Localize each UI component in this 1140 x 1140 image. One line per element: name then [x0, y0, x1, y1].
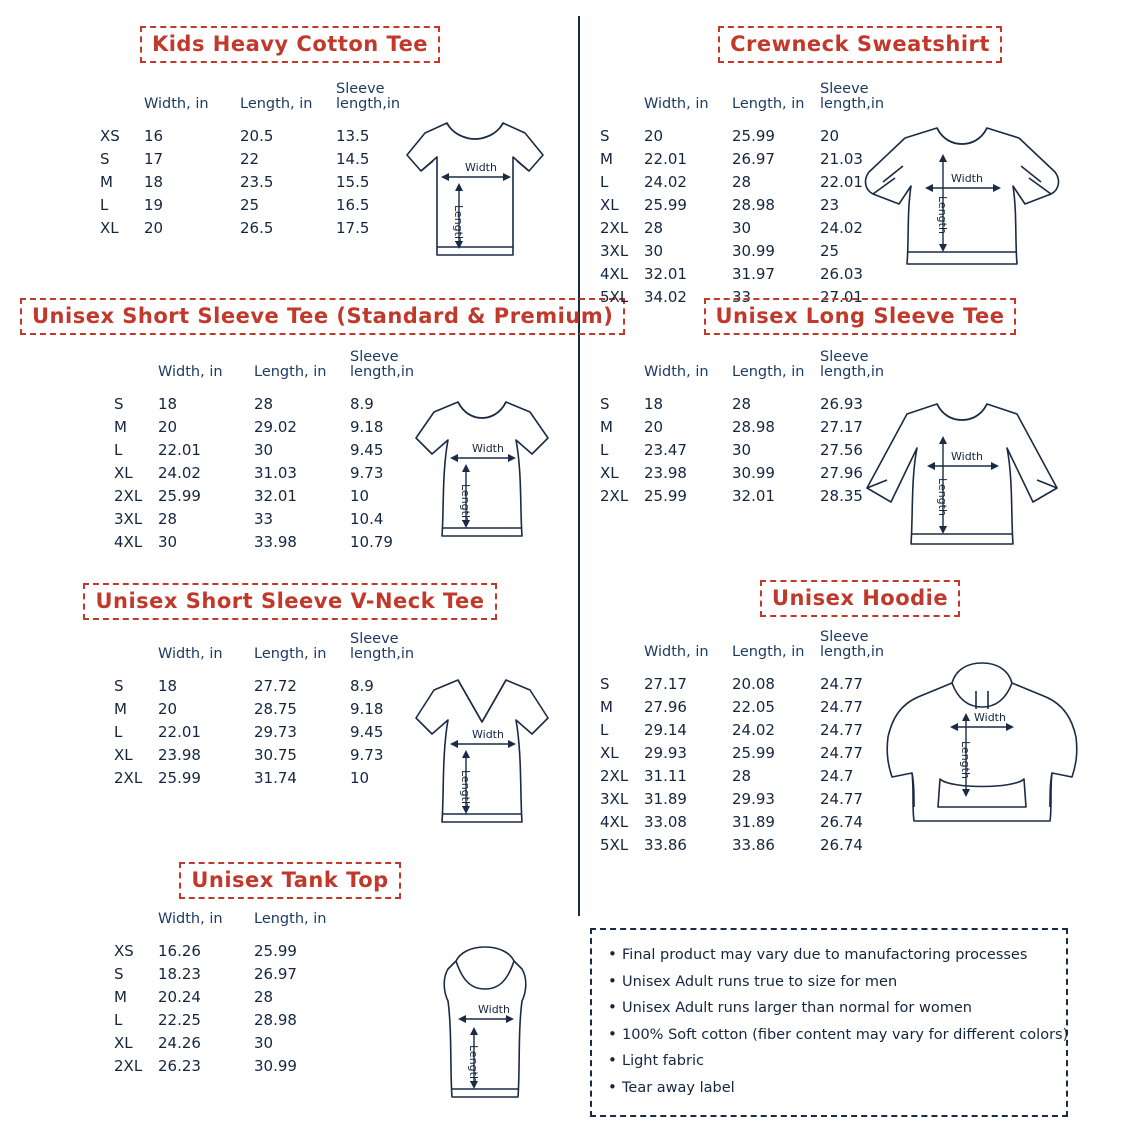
table-header-row: [600, 630, 900, 672]
cell-size: 2XL: [114, 1056, 143, 1075]
table-hoodie: [600, 630, 900, 856]
cell-sleeve: 24.7: [820, 766, 854, 785]
table-row: [100, 193, 426, 216]
figure-length-label: Length: [452, 205, 465, 243]
cell-length: 29.93: [732, 789, 775, 808]
figure-kids-tee: [385, 105, 565, 280]
table-row: [600, 672, 900, 695]
cell-width: 24.02: [644, 172, 687, 191]
table-row: [114, 985, 350, 1008]
header-size: [600, 630, 644, 672]
figure-v-neck-tee: [392, 660, 572, 845]
figure-width-label: Width: [472, 728, 504, 741]
header-length: Length, in: [254, 646, 327, 663]
cell-sleeve: 28.35: [820, 486, 863, 505]
header-sleeve-line1: Sleeve: [820, 629, 869, 645]
cell-size: M: [600, 417, 613, 436]
cell-length: 26.97: [732, 149, 775, 168]
header-sleeve-line1: Sleeve: [820, 349, 869, 365]
note-item: • Final product may vary due to manufactoring processes: [608, 942, 1050, 969]
cell-length: 31.89: [732, 812, 775, 831]
table-row: [600, 718, 900, 741]
section-title-kids-tee: Kids Heavy Cotton Tee: [140, 26, 440, 63]
figure-length-label: Length: [936, 478, 949, 516]
table-row: [600, 741, 900, 764]
cell-size: L: [114, 722, 123, 741]
cell-length: 24.02: [732, 720, 775, 739]
cell-width: 32.01: [644, 264, 687, 283]
cell-length: 28.98: [732, 417, 775, 436]
section-long-sleeve-tee: [600, 298, 1120, 335]
cell-width: 23.98: [158, 745, 201, 764]
cell-size: 3XL: [600, 789, 629, 808]
cell-length: 32.01: [254, 486, 297, 505]
cell-width: 22.01: [158, 440, 201, 459]
cell-size: 4XL: [600, 264, 629, 283]
cell-width: 20: [158, 699, 178, 718]
cell-sleeve: 15.5: [336, 172, 370, 191]
section-short-sleeve-tee: [20, 298, 614, 335]
title-wrap-v-neck-tee: [20, 583, 560, 620]
cell-length: 25.99: [732, 126, 775, 145]
header-sleeve-line2: length,in: [820, 96, 885, 113]
header-length: Length, in: [732, 364, 805, 381]
cell-size: 2XL: [114, 486, 143, 505]
cell-size: M: [114, 987, 127, 1006]
cell-width: 34.02: [644, 287, 687, 306]
table-row: [100, 147, 426, 170]
cell-size: L: [100, 195, 109, 214]
figure-long-sleeve-tee: [855, 378, 1070, 568]
figure-length-label: Length: [459, 484, 472, 522]
table-row: [114, 1031, 350, 1054]
cell-length: 26.97: [254, 964, 297, 983]
figure-length-label: Length: [936, 196, 949, 234]
header-sleeve-line2: length,in: [820, 644, 885, 661]
cell-length: 25.99: [254, 941, 297, 960]
header-sleeve-line2: length,in: [350, 646, 415, 663]
header-size: [100, 82, 144, 124]
header-sleeve-line1: Sleeve: [350, 349, 399, 365]
cell-size: 5XL: [600, 835, 629, 854]
cell-size: S: [600, 126, 610, 145]
cell-width: 25.99: [158, 768, 201, 787]
cell-sleeve: 24.77: [820, 720, 863, 739]
header-width: Width, in: [644, 364, 709, 381]
cell-width: 30: [644, 241, 664, 260]
cell-sleeve: 9.45: [350, 722, 384, 741]
cell-sleeve: 24.77: [820, 743, 863, 762]
cell-length: 31.97: [732, 264, 775, 283]
vertical-divider: [578, 16, 580, 916]
cell-size: S: [114, 964, 124, 983]
table-tank-top: [114, 912, 350, 1077]
figure-crewneck: [855, 100, 1070, 290]
cell-sleeve: 24.77: [820, 697, 863, 716]
table-header-row: [114, 912, 350, 939]
cell-size: L: [600, 440, 609, 459]
section-tank-top: [20, 862, 560, 899]
cell-width: 20: [644, 126, 664, 145]
cell-sleeve: 26.03: [820, 264, 863, 283]
cell-size: XL: [600, 195, 619, 214]
title-wrap-tank-top: [20, 862, 560, 899]
figure-tank-top: [400, 935, 570, 1115]
cell-width: 23.98: [644, 463, 687, 482]
cell-length: 25: [240, 195, 260, 214]
section-title-tank-top: Unisex Tank Top: [179, 862, 400, 899]
cell-sleeve: 14.5: [336, 149, 370, 168]
title-wrap-hoodie: [600, 580, 1120, 617]
cell-length: 30: [254, 440, 274, 459]
cell-size: 3XL: [114, 509, 143, 528]
title-wrap-crewneck: [600, 26, 1120, 63]
cell-sleeve: 8.9: [350, 676, 374, 695]
cell-size: S: [600, 394, 610, 413]
header-sleeve-line1: Sleeve: [820, 81, 869, 97]
note-item: • Unisex Adult runs larger than normal for women: [608, 995, 1050, 1022]
cell-width: 25.99: [644, 195, 687, 214]
cell-length: 23.5: [240, 172, 274, 191]
cell-width: 27.17: [644, 674, 687, 693]
note-item: • Light fabric: [608, 1048, 1050, 1075]
note-item: • Unisex Adult runs true to size for men: [608, 969, 1050, 996]
header-size: [114, 912, 158, 939]
table-row: [114, 1054, 350, 1077]
header-width: Width, in: [144, 96, 209, 113]
cell-size: L: [600, 172, 609, 191]
figure-width-label: Width: [465, 161, 497, 174]
cell-sleeve: 27.56: [820, 440, 863, 459]
cell-size: XL: [600, 463, 619, 482]
table-kids-tee: [100, 82, 426, 239]
cell-width: 24.02: [158, 463, 201, 482]
figure-width-label: Width: [951, 172, 983, 185]
note-item: • 100% Soft cotton (fiber content may vary for different colors): [608, 1022, 1050, 1049]
cell-size: S: [600, 674, 610, 693]
cell-width: 26.23: [158, 1056, 201, 1075]
cell-width: 22.01: [158, 722, 201, 741]
cell-size: XL: [114, 463, 133, 482]
title-wrap-short-sleeve-tee: [20, 298, 614, 335]
cell-width: 18: [158, 676, 178, 695]
title-wrap-long-sleeve-tee: [600, 298, 1120, 335]
header-width: Width, in: [158, 911, 223, 927]
cell-sleeve: 24.02: [820, 218, 863, 237]
table-row: [600, 695, 900, 718]
cell-sleeve: 25: [820, 241, 840, 260]
cell-size: M: [114, 417, 127, 436]
cell-width: 33.08: [644, 812, 687, 831]
cell-length: 33.86: [732, 835, 775, 854]
cell-length: 22.05: [732, 697, 775, 716]
figure-width-label: Width: [951, 450, 983, 463]
figure-length-label: Length: [467, 1045, 480, 1083]
figure-short-sleeve-tee: [392, 382, 572, 557]
cell-width: 20: [144, 218, 164, 237]
cell-width: 22.01: [644, 149, 687, 168]
cell-length: 30: [254, 1033, 274, 1052]
cell-width: 23.47: [644, 440, 687, 459]
table-row: [600, 787, 900, 810]
cell-length: 22: [240, 149, 260, 168]
cell-sleeve: 9.45: [350, 440, 384, 459]
figure-width-label: Width: [478, 1003, 510, 1016]
section-v-neck-tee: [20, 583, 560, 620]
cell-width: 27.96: [644, 697, 687, 716]
cell-length: 28: [732, 766, 752, 785]
cell-length: 29.73: [254, 722, 297, 741]
section-title-long-sleeve-tee: Unisex Long Sleeve Tee: [704, 298, 1017, 335]
section-title-crewneck: Crewneck Sweatshirt: [718, 26, 1002, 63]
header-length: Length, in: [240, 96, 313, 113]
table-row: [600, 833, 900, 856]
cell-width: 18: [158, 394, 178, 413]
cell-length: 30.99: [732, 463, 775, 482]
figure-width-label: Width: [974, 711, 1006, 724]
cell-sleeve: 27.01: [820, 287, 863, 306]
cell-size: XS: [114, 941, 134, 960]
cell-length: 25.99: [732, 743, 775, 762]
cell-width: 17: [144, 149, 164, 168]
cell-size: 4XL: [114, 532, 143, 551]
cell-sleeve: 9.73: [350, 745, 384, 764]
cell-width: 16.26: [158, 941, 201, 960]
cell-length: 28: [732, 172, 752, 191]
cell-length: 30.99: [732, 241, 775, 260]
cell-sleeve: 24.77: [820, 674, 863, 693]
header-sleeve-line1: Sleeve: [336, 81, 385, 97]
cell-length: 28.98: [732, 195, 775, 214]
cell-length: 33.98: [254, 532, 297, 551]
cell-length: 28: [254, 987, 274, 1006]
header-width: Width, in: [644, 644, 709, 661]
header-sleeve-line2: length,in: [350, 364, 415, 381]
cell-sleeve: 23: [820, 195, 840, 214]
cell-size: M: [114, 699, 127, 718]
notes-box: [590, 928, 1068, 1117]
cell-size: L: [114, 440, 123, 459]
cell-size: 2XL: [600, 218, 629, 237]
header-width: Width, in: [644, 96, 709, 113]
note-item: • Tear away label: [608, 1075, 1050, 1102]
cell-size: S: [114, 676, 124, 695]
section-crewneck-sweatshirt: [600, 26, 1120, 63]
table-row: [100, 216, 426, 239]
cell-length: 33: [732, 287, 752, 306]
header-width: Width, in: [158, 646, 223, 663]
cell-width: 20: [158, 417, 178, 436]
cell-sleeve: 22.01: [820, 172, 863, 191]
section-title-hoodie: Unisex Hoodie: [760, 580, 960, 617]
cell-size: 2XL: [600, 486, 629, 505]
cell-width: 19: [144, 195, 164, 214]
cell-length: 20.08: [732, 674, 775, 693]
header-size: [114, 632, 158, 674]
cell-size: 5XL: [600, 287, 629, 306]
cell-sleeve: 10.79: [350, 532, 393, 551]
figure-length-label: Length: [459, 770, 472, 808]
table-row: [114, 1008, 350, 1031]
title-wrap-kids-tee: [20, 26, 560, 63]
cell-width: 18.23: [158, 964, 201, 983]
cell-length: 30.75: [254, 745, 297, 764]
cell-size: L: [600, 720, 609, 739]
cell-length: 30: [732, 440, 752, 459]
figure-hoodie: [880, 655, 1085, 845]
cell-width: 29.14: [644, 720, 687, 739]
table-row: [100, 170, 426, 193]
header-width: Width, in: [158, 364, 223, 381]
table-header-row: [100, 82, 426, 124]
cell-width: 20.24: [158, 987, 201, 1006]
table-row: [600, 764, 900, 787]
cell-size: XS: [100, 126, 120, 145]
cell-size: 4XL: [600, 812, 629, 831]
table-row: [114, 962, 350, 985]
cell-sleeve: 26.74: [820, 812, 863, 831]
header-length: Length, in: [732, 644, 805, 661]
cell-length: 27.72: [254, 676, 297, 695]
cell-size: XL: [114, 745, 133, 764]
header-size: [114, 350, 158, 392]
cell-length: 28.75: [254, 699, 297, 718]
cell-sleeve: 16.5: [336, 195, 370, 214]
cell-width: 20: [644, 417, 664, 436]
notes-list: [608, 942, 1069, 1101]
cell-sleeve: 13.5: [336, 126, 370, 145]
cell-width: 18: [144, 172, 164, 191]
section-title-v-neck-tee: Unisex Short Sleeve V-Neck Tee: [83, 583, 496, 620]
table-row: [114, 939, 350, 962]
cell-length: 32.01: [732, 486, 775, 505]
cell-length: 30: [732, 218, 752, 237]
cell-length: 30.99: [254, 1056, 297, 1075]
cell-size: 2XL: [114, 768, 143, 787]
cell-sleeve: 10: [350, 768, 370, 787]
cell-size: S: [114, 394, 124, 413]
cell-size: M: [600, 697, 613, 716]
figure-length-label: Length: [959, 741, 972, 779]
cell-sleeve: 9.18: [350, 417, 384, 436]
cell-width: 18: [644, 394, 664, 413]
cell-size: XL: [600, 743, 619, 762]
cell-width: 25.99: [644, 486, 687, 505]
figure-width-label: Width: [472, 442, 504, 455]
cell-length: 29.02: [254, 417, 297, 436]
cell-sleeve: 17.5: [336, 218, 370, 237]
section-kids-heavy-cotton-tee: [20, 26, 560, 63]
cell-width: 30: [158, 532, 178, 551]
cell-sleeve: 8.9: [350, 394, 374, 413]
cell-size: M: [100, 172, 113, 191]
cell-width: 29.93: [644, 743, 687, 762]
header-size: [600, 82, 644, 124]
cell-width: 24.26: [158, 1033, 201, 1052]
header-sleeve-line1: Sleeve: [350, 631, 399, 647]
section-hoodie: [600, 580, 1120, 617]
cell-length: 20.5: [240, 126, 274, 145]
cell-size: S: [100, 149, 110, 168]
table-row: [100, 124, 426, 147]
header-size: [600, 350, 644, 392]
cell-width: 33.86: [644, 835, 687, 854]
cell-width: 22.25: [158, 1010, 201, 1029]
header-length: Length, in: [732, 96, 805, 113]
header-sleeve-line2: length,in: [336, 96, 401, 113]
cell-size: XL: [100, 218, 119, 237]
cell-width: 28: [644, 218, 664, 237]
cell-length: 31.74: [254, 768, 297, 787]
cell-size: 2XL: [600, 766, 629, 785]
cell-size: XL: [114, 1033, 133, 1052]
cell-width: 25.99: [158, 486, 201, 505]
cell-sleeve: 26.93: [820, 394, 863, 413]
cell-size: 3XL: [600, 241, 629, 260]
cell-length: 28.98: [254, 1010, 297, 1029]
cell-size: M: [600, 149, 613, 168]
header-sleeve-line2: length,in: [820, 364, 885, 381]
cell-width: 31.89: [644, 789, 687, 808]
cell-sleeve: 10.4: [350, 509, 384, 528]
cell-length: 26.5: [240, 218, 274, 237]
cell-length: 28: [732, 394, 752, 413]
cell-width: 16: [144, 126, 164, 145]
table-row: [600, 810, 900, 833]
cell-sleeve: 20: [820, 126, 840, 145]
cell-sleeve: 10: [350, 486, 370, 505]
section-title-short-sleeve-tee: Unisex Short Sleeve Tee (Standard & Premium): [20, 298, 625, 335]
cell-sleeve: 27.17: [820, 417, 863, 436]
cell-size: L: [114, 1010, 123, 1029]
header-length: Length, in: [254, 364, 327, 381]
cell-length: 33: [254, 509, 274, 528]
cell-sleeve: 27.96: [820, 463, 863, 482]
cell-width: 28: [158, 509, 178, 528]
cell-length: 28: [254, 394, 274, 413]
cell-sleeve: 21.03: [820, 149, 863, 168]
cell-sleeve: 26.74: [820, 835, 863, 854]
cell-length: 31.03: [254, 463, 297, 482]
cell-sleeve: 9.18: [350, 699, 384, 718]
cell-sleeve: 24.77: [820, 789, 863, 808]
cell-sleeve: 9.73: [350, 463, 384, 482]
header-length: Length, in: [254, 911, 327, 927]
cell-width: 31.11: [644, 766, 687, 785]
